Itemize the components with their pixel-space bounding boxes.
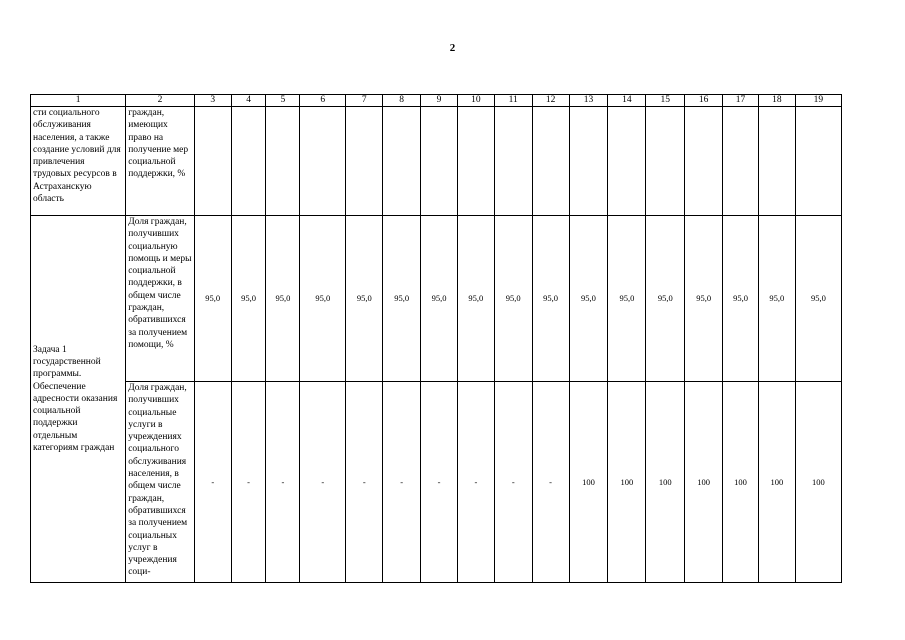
value-cell: 100 [569, 382, 608, 583]
column-header: 5 [266, 95, 300, 107]
value-cell [646, 107, 685, 216]
value-cell: 100 [685, 382, 723, 583]
value-cell [300, 107, 346, 216]
value-cell: - [231, 382, 266, 583]
value-cell: 95,0 [608, 216, 646, 382]
value-cell [758, 107, 795, 216]
value-cell: 100 [608, 382, 646, 583]
goal-cell: сти социального обслуживания населения, а также создание условий для привлечения трудовых ресурсов в Астраханскую область [31, 107, 126, 216]
value-cell: 100 [758, 382, 795, 583]
value-cell: - [346, 382, 383, 583]
value-cell: - [194, 382, 231, 583]
table-row [31, 382, 842, 583]
value-cell: 95,0 [194, 216, 231, 382]
value-cell: 100 [646, 382, 685, 583]
indicator-cell: Доля граждан, получивших социальную помощь и меры социальной поддержки, в общем числе граждан, обратившихся за получением помощи, % [126, 216, 195, 382]
column-header: 19 [795, 95, 841, 107]
column-header: 6 [300, 95, 346, 107]
column-header: 9 [421, 95, 458, 107]
column-header: 15 [646, 95, 685, 107]
column-header: 14 [608, 95, 646, 107]
page-number: 2 [449, 42, 456, 54]
table-row [31, 216, 842, 382]
column-header: 10 [457, 95, 494, 107]
value-cell: 95,0 [795, 216, 841, 382]
value-cell: 95,0 [346, 216, 383, 382]
value-cell: 95,0 [231, 216, 266, 382]
value-cell: 95,0 [685, 216, 723, 382]
value-cell: 95,0 [300, 216, 346, 382]
value-cell: 100 [795, 382, 841, 583]
value-cell [685, 107, 723, 216]
task-cell: Задача 1 государственной программы. Обеспечение адресности оказания социальной поддержки отдельным категориям граждан [31, 216, 126, 583]
value-cell: - [421, 382, 458, 583]
value-cell: - [300, 382, 346, 583]
value-cell: 95,0 [421, 216, 458, 382]
value-cell: 100 [723, 382, 759, 583]
value-cell [494, 107, 532, 216]
value-cell: 95,0 [266, 216, 300, 382]
value-cell: 95,0 [646, 216, 685, 382]
column-header: 4 [231, 95, 266, 107]
column-header: 13 [569, 95, 608, 107]
column-header: 3 [194, 95, 231, 107]
column-header: 7 [346, 95, 383, 107]
value-cell: 95,0 [569, 216, 608, 382]
value-cell [383, 107, 421, 216]
value-cell [608, 107, 646, 216]
value-cell: 95,0 [383, 216, 421, 382]
column-header: 1 [31, 95, 126, 107]
value-cell [723, 107, 759, 216]
column-header: 18 [758, 95, 795, 107]
value-cell: - [532, 382, 569, 583]
value-cell: - [457, 382, 494, 583]
value-cell [421, 107, 458, 216]
value-cell [231, 107, 266, 216]
value-cell: - [494, 382, 532, 583]
value-cell: - [383, 382, 421, 583]
value-cell [795, 107, 841, 216]
value-cell [457, 107, 494, 216]
value-cell [194, 107, 231, 216]
value-cell [532, 107, 569, 216]
indicator-cell: граждан, имеющих право на получение мер социальной поддержки, % [126, 107, 195, 216]
value-cell [569, 107, 608, 216]
column-header: 11 [494, 95, 532, 107]
header-row [31, 95, 842, 107]
column-header: 16 [685, 95, 723, 107]
value-cell: 95,0 [457, 216, 494, 382]
indicators-table [30, 94, 842, 583]
value-cell: 95,0 [723, 216, 759, 382]
value-cell [266, 107, 300, 216]
value-cell: 95,0 [532, 216, 569, 382]
column-header: 12 [532, 95, 569, 107]
value-cell: 95,0 [758, 216, 795, 382]
indicator-cell: Доля граждан, получивших социальные услуги в учреждениях социального обслуживания населения, в общем числе граждан, обратившихся за получением социальных услуг в учреждения соци- [126, 382, 195, 583]
column-header: 17 [723, 95, 759, 107]
table-row [31, 107, 842, 216]
value-cell: 95,0 [494, 216, 532, 382]
column-header: 2 [126, 95, 195, 107]
value-cell [346, 107, 383, 216]
column-header: 8 [383, 95, 421, 107]
value-cell: - [266, 382, 300, 583]
